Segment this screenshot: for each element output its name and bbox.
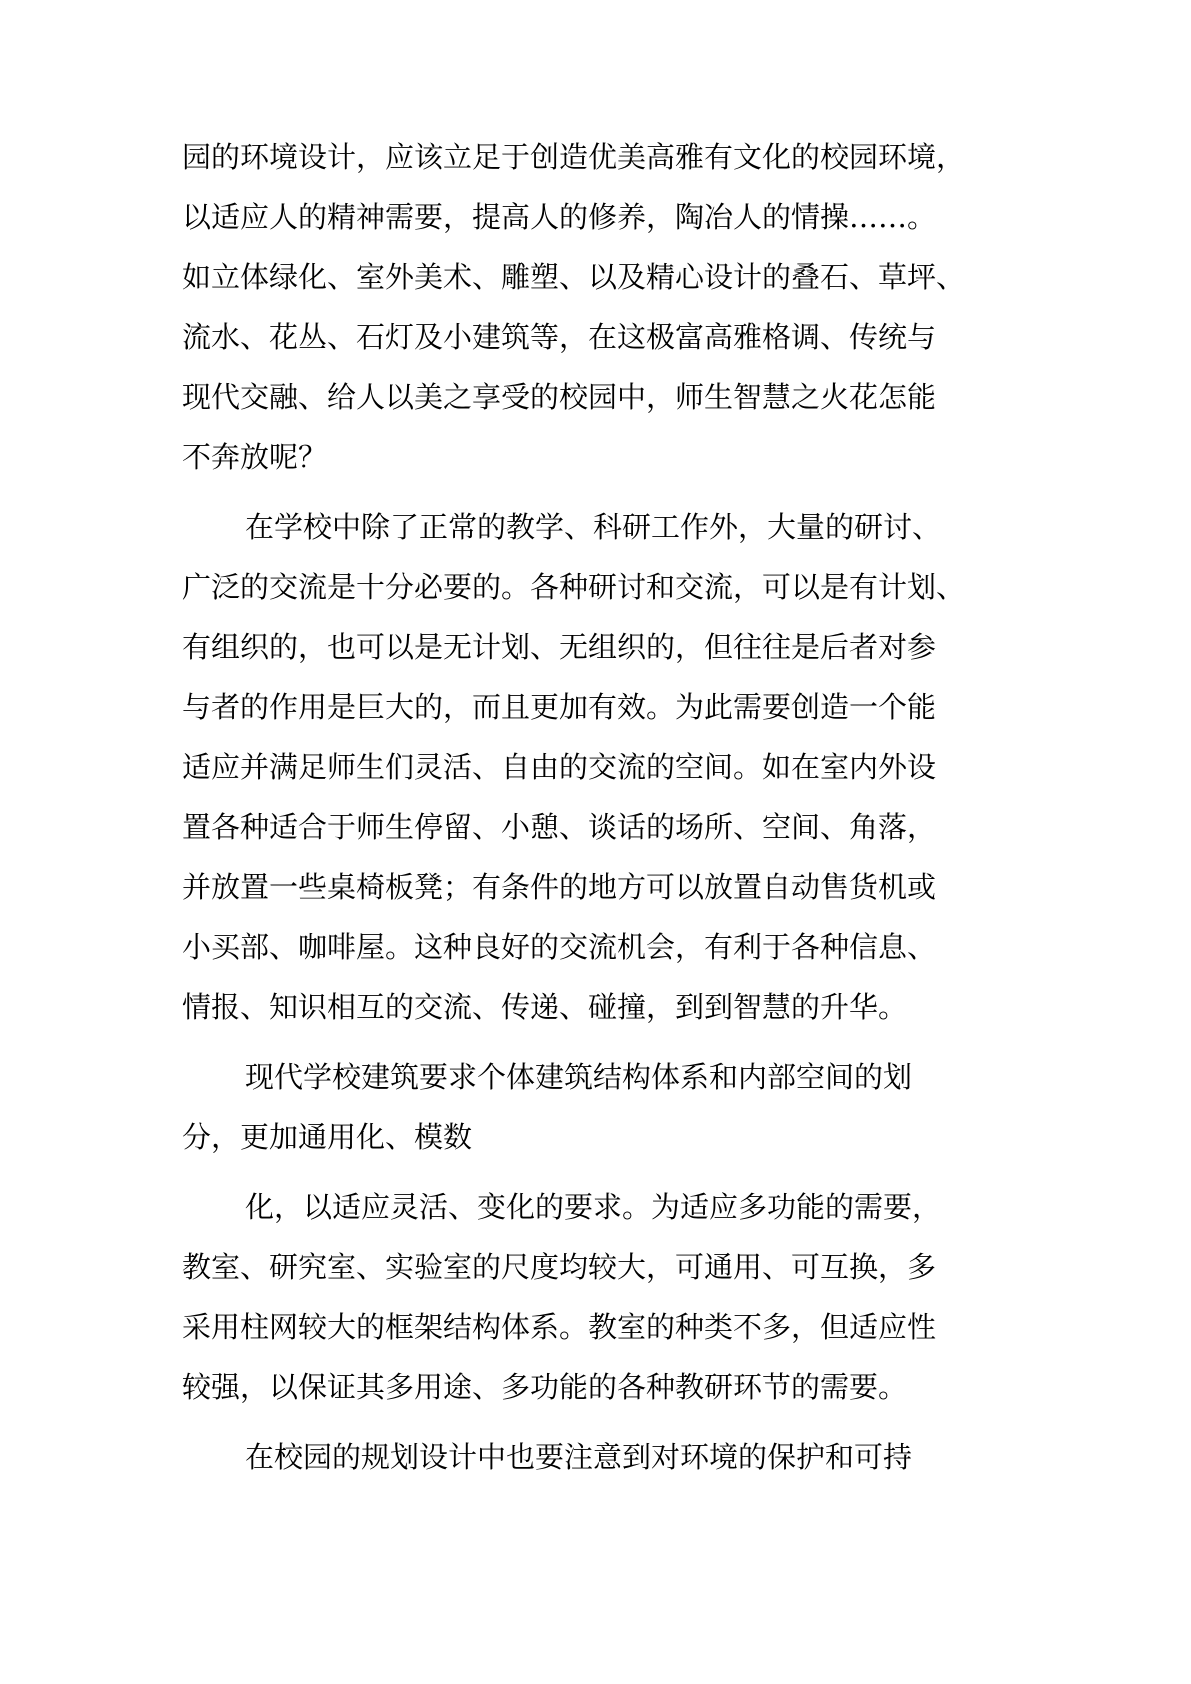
text-line: 以适应人的精神需要，提高人的修养，陶冶人的情操……。: [182, 200, 937, 234]
text-line: 分，更加通用化、模数: [182, 1120, 473, 1154]
text-line: 置各种适合于师生停留、小憩、谈话的场所、空间、角落，: [182, 810, 937, 844]
paragraph-first-line: 化，以适应灵活、变化的要求。为适应多功能的需要，: [245, 1190, 942, 1224]
text-line: 较强，以保证其多用途、多功能的各种教研环节的需要。: [182, 1370, 908, 1404]
text-line: 如立体绿化、室外美术、雕塑、以及精心设计的叠石、草坪、: [182, 260, 966, 294]
text-line: 园的环境设计，应该立足于创造优美高雅有文化的校园环境，: [182, 140, 966, 174]
text-line: 现代交融、给人以美之享受的校园中，师生智慧之火花怎能: [182, 380, 937, 414]
text-line: 情报、知识相互的交流、传递、碰撞，到到智慧的升华。: [182, 990, 908, 1024]
paragraph-first-line: 现代学校建筑要求个体建筑结构体系和内部空间的划: [245, 1060, 913, 1094]
text-line: 教室、研究室、实验室的尺度均较大，可通用、可互换，多: [182, 1250, 937, 1284]
paragraph-first-line: 在校园的规划设计中也要注意到对环境的保护和可持: [245, 1440, 913, 1474]
text-line: 并放置一些桌椅板凳；有条件的地方可以放置自动售货机或: [182, 870, 937, 904]
text-line: 不奔放呢？: [182, 440, 328, 474]
paragraph-first-line: 在学校中除了正常的教学、科研工作外，大量的研讨、: [245, 510, 942, 544]
text-line: 采用柱网较大的框架结构体系。教室的种类不多，但适应性: [182, 1310, 937, 1344]
text-line: 适应并满足师生们灵活、自由的交流的空间。如在室内外设: [182, 750, 937, 784]
text-line: 小买部、咖啡屋。这种良好的交流机会，有利于各种信息、: [182, 930, 937, 964]
text-line: 流水、花丛、石灯及小建筑等，在这极富高雅格调、传统与: [182, 320, 937, 354]
text-line: 与者的作用是巨大的，而且更加有效。为此需要创造一个能: [182, 690, 937, 724]
text-line: 有组织的，也可以是无计划、无组织的，但往往是后者对参: [182, 630, 937, 664]
text-line: 广泛的交流是十分必要的。各种研讨和交流，可以是有计划、: [182, 570, 966, 604]
